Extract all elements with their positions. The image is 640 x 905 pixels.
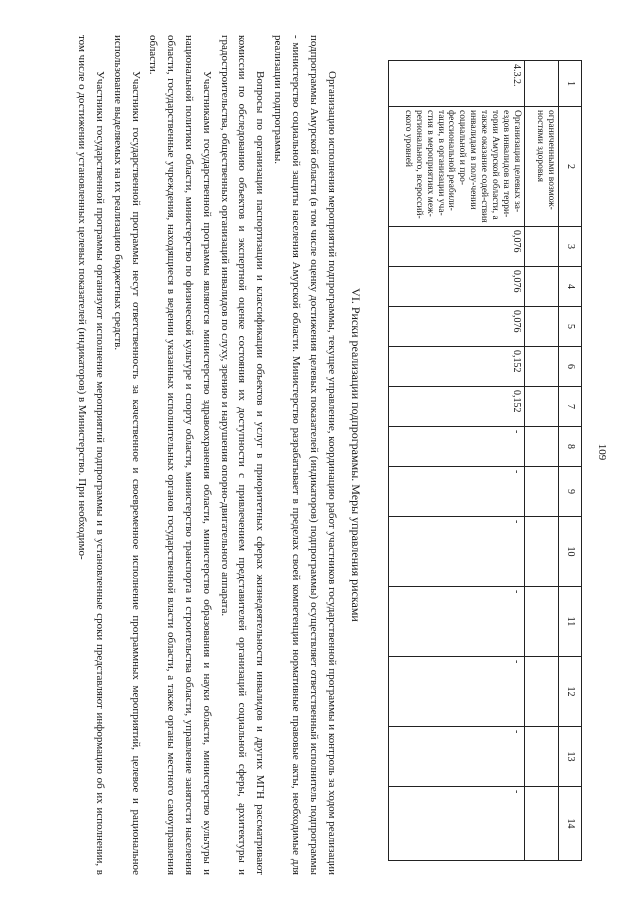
table-row <box>525 61 559 861</box>
header-cell: 13 <box>559 727 582 787</box>
table-cell <box>525 347 559 387</box>
table-cell <box>525 657 559 727</box>
table-cell: 0,152 <box>389 387 525 427</box>
table-cell <box>525 517 559 587</box>
table-cell <box>525 387 559 427</box>
header-cell: 2 <box>559 107 582 227</box>
header-cell: 1 <box>559 61 582 107</box>
header-cell: 5 <box>559 307 582 347</box>
header-cell: 10 <box>559 517 582 587</box>
body-paragraph: Вопросы по организации паспортизации и классификации объектов и услуг в приоритетных сферах жизнедеятельности инвалидов и других МГН рассматривают комиссии по обследованию объектов и экспертной оценке состояния их доступности с привлечением представителей организаций социальной сферы, архитектуры и градостроительства, общественных организаций инвалидов по слуху, зрению и нарушения опорно-двигательного аппарата. <box>218 35 267 875</box>
section-title: VI. Риски реализации подпрограммы. Меры управления рисками <box>349 288 363 622</box>
table-cell: - <box>389 727 525 787</box>
table-cell <box>525 467 559 517</box>
table-cell: 0,152 <box>389 347 525 387</box>
header-cell: 6 <box>559 347 582 387</box>
body-paragraph: Участники государственной программы организуют исполнение мероприятий подпрограммы и в установленные сроки представляют информацию об их исполнении, в том числе о достижении установленных целевых показателей (индикаторов) в Министерство. При необходимо- <box>76 35 106 875</box>
table-cell: - <box>389 587 525 657</box>
table-cell: 0,076 <box>389 307 525 347</box>
indicator-table <box>388 60 582 861</box>
header-cell: 9 <box>559 467 582 517</box>
table-row <box>389 61 525 861</box>
table-cell: 4.3.2. <box>389 61 525 107</box>
table-cell: 0,076 <box>389 267 525 307</box>
page-number: 109 <box>596 443 608 461</box>
table-cell: Организация целевых за-ездов инвалидов на терри-тории Амурской области, а также оказание содей-ствия инвалидам в полу-чении социальной и про-фессиональной реабили-тации, в организации уча-стия в мероприятиях меж-регионального, всероссий-ского уровней <box>389 107 525 227</box>
header-cell: 4 <box>559 267 582 307</box>
table-cell <box>525 227 559 267</box>
table-cell <box>525 587 559 657</box>
table-cell: - <box>389 467 525 517</box>
header-cell: 8 <box>559 427 582 467</box>
header-cell: 14 <box>559 787 582 861</box>
table-cell <box>525 307 559 347</box>
table-cell <box>525 727 559 787</box>
body-paragraph: Участники государственной программы несут ответственность за качественное и своевременное исполнение программных мероприятий, целевое и рациональное использование выделяемых на их реализацию бюджетных средств. <box>111 35 142 875</box>
table-cell <box>525 267 559 307</box>
table-cell: - <box>389 657 525 727</box>
table-header-row <box>559 61 582 861</box>
risks-section <box>72 35 365 875</box>
rotated-page-content <box>76 35 590 875</box>
table-cell: - <box>389 787 525 861</box>
header-cell: 11 <box>559 587 582 657</box>
body-paragraph: Участниками государственной программы являются министерство здравоохранения области, министерство образования и науки области, министерство культуры и национальной политики области, министерство по физической культуре и спорту области, министерство транспорта и строительства области, управление занятости населения области, государственные учреждения, находящиеся в ведении указанных исполнительных органов государственной власти области, а также органы местного самоуправления области. <box>147 35 213 875</box>
table-cell: - <box>389 517 525 587</box>
header-cell: 7 <box>559 387 582 427</box>
table-cell: - <box>389 427 525 467</box>
table-cell: 0,076 <box>389 227 525 267</box>
header-cell: 12 <box>559 657 582 727</box>
table-cell <box>525 787 559 861</box>
table-cell <box>525 61 559 107</box>
header-cell: 3 <box>559 227 582 267</box>
body-paragraph: Организацию исполнения мероприятий подпрограммы, текущее управление, координацию работ участников государственной программы и контроль за ходом реализации подпрограммы Амурской области (в том числе оценку достижения целевых показателей (индикаторов) подпрограммы) осуществляет ответственный исполнитель подпрограммы - министерство социальной защиты населения Амурской области. Министерство разрабатывает в пределах своей компетенции нормативные правовые акты, необходимые для реализации подпрограммы. <box>272 35 338 875</box>
table-cell <box>525 427 559 467</box>
table-cell: ограниченными возмож-ностями здоровья <box>525 107 559 227</box>
